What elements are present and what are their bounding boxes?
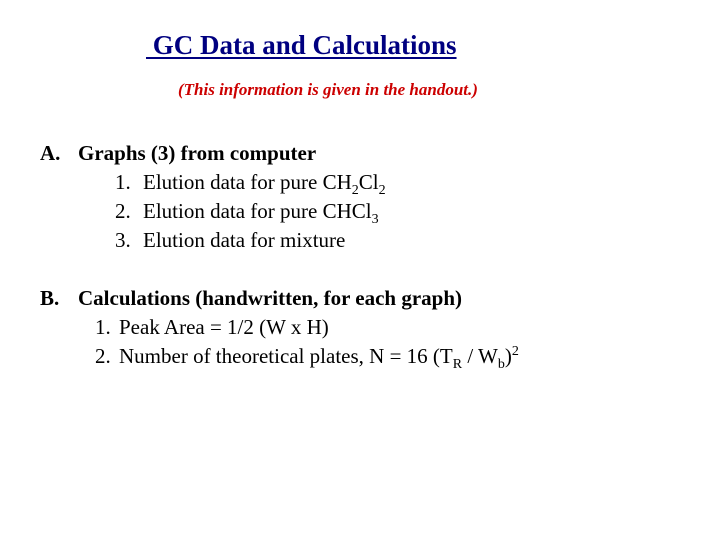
subscript: R: [452, 357, 463, 373]
item-text: / W: [462, 344, 498, 368]
section-a-letter: A.: [40, 141, 61, 165]
superscript: 2: [511, 344, 519, 359]
subscript: 3: [371, 212, 379, 228]
item-text: Elution data for mixture: [143, 228, 346, 252]
subscript: 2: [378, 183, 386, 199]
item-number: 1.: [115, 170, 131, 194]
section-a-item-1: [115, 170, 386, 199]
section-a-item-2: [115, 199, 379, 228]
section-b-heading-text: Calculations (handwritten, for each graph): [78, 286, 463, 310]
item-text: Elution data for pure CHCl: [143, 199, 372, 223]
page-subtitle: (This information is given in the handout.): [178, 80, 478, 99]
subscript: b: [497, 357, 505, 373]
section-a-heading: [40, 141, 316, 166]
item-text: Peak Area = 1/2 (W x H): [119, 315, 329, 339]
item-number: 3.: [115, 228, 131, 252]
item-text: Elution data for pure CH: [143, 170, 352, 194]
section-b-item-2: [95, 344, 519, 373]
item-text: Number of theoretical plates, N = 16 (T: [119, 344, 453, 368]
item-text: ): [504, 344, 512, 368]
section-b-letter: B.: [40, 286, 60, 310]
page-title: GC Data and Calculations: [146, 30, 457, 60]
section-b-item-1: [95, 315, 329, 340]
item-number: 2.: [95, 344, 111, 368]
item-text: Cl: [358, 170, 379, 194]
section-b-heading: [40, 286, 462, 311]
section-a-heading-text: Graphs (3) from computer: [78, 141, 317, 165]
subscript: 2: [351, 183, 359, 199]
item-number: 2.: [115, 199, 131, 223]
section-a-item-3: [115, 228, 345, 253]
item-number: 1.: [95, 315, 111, 339]
